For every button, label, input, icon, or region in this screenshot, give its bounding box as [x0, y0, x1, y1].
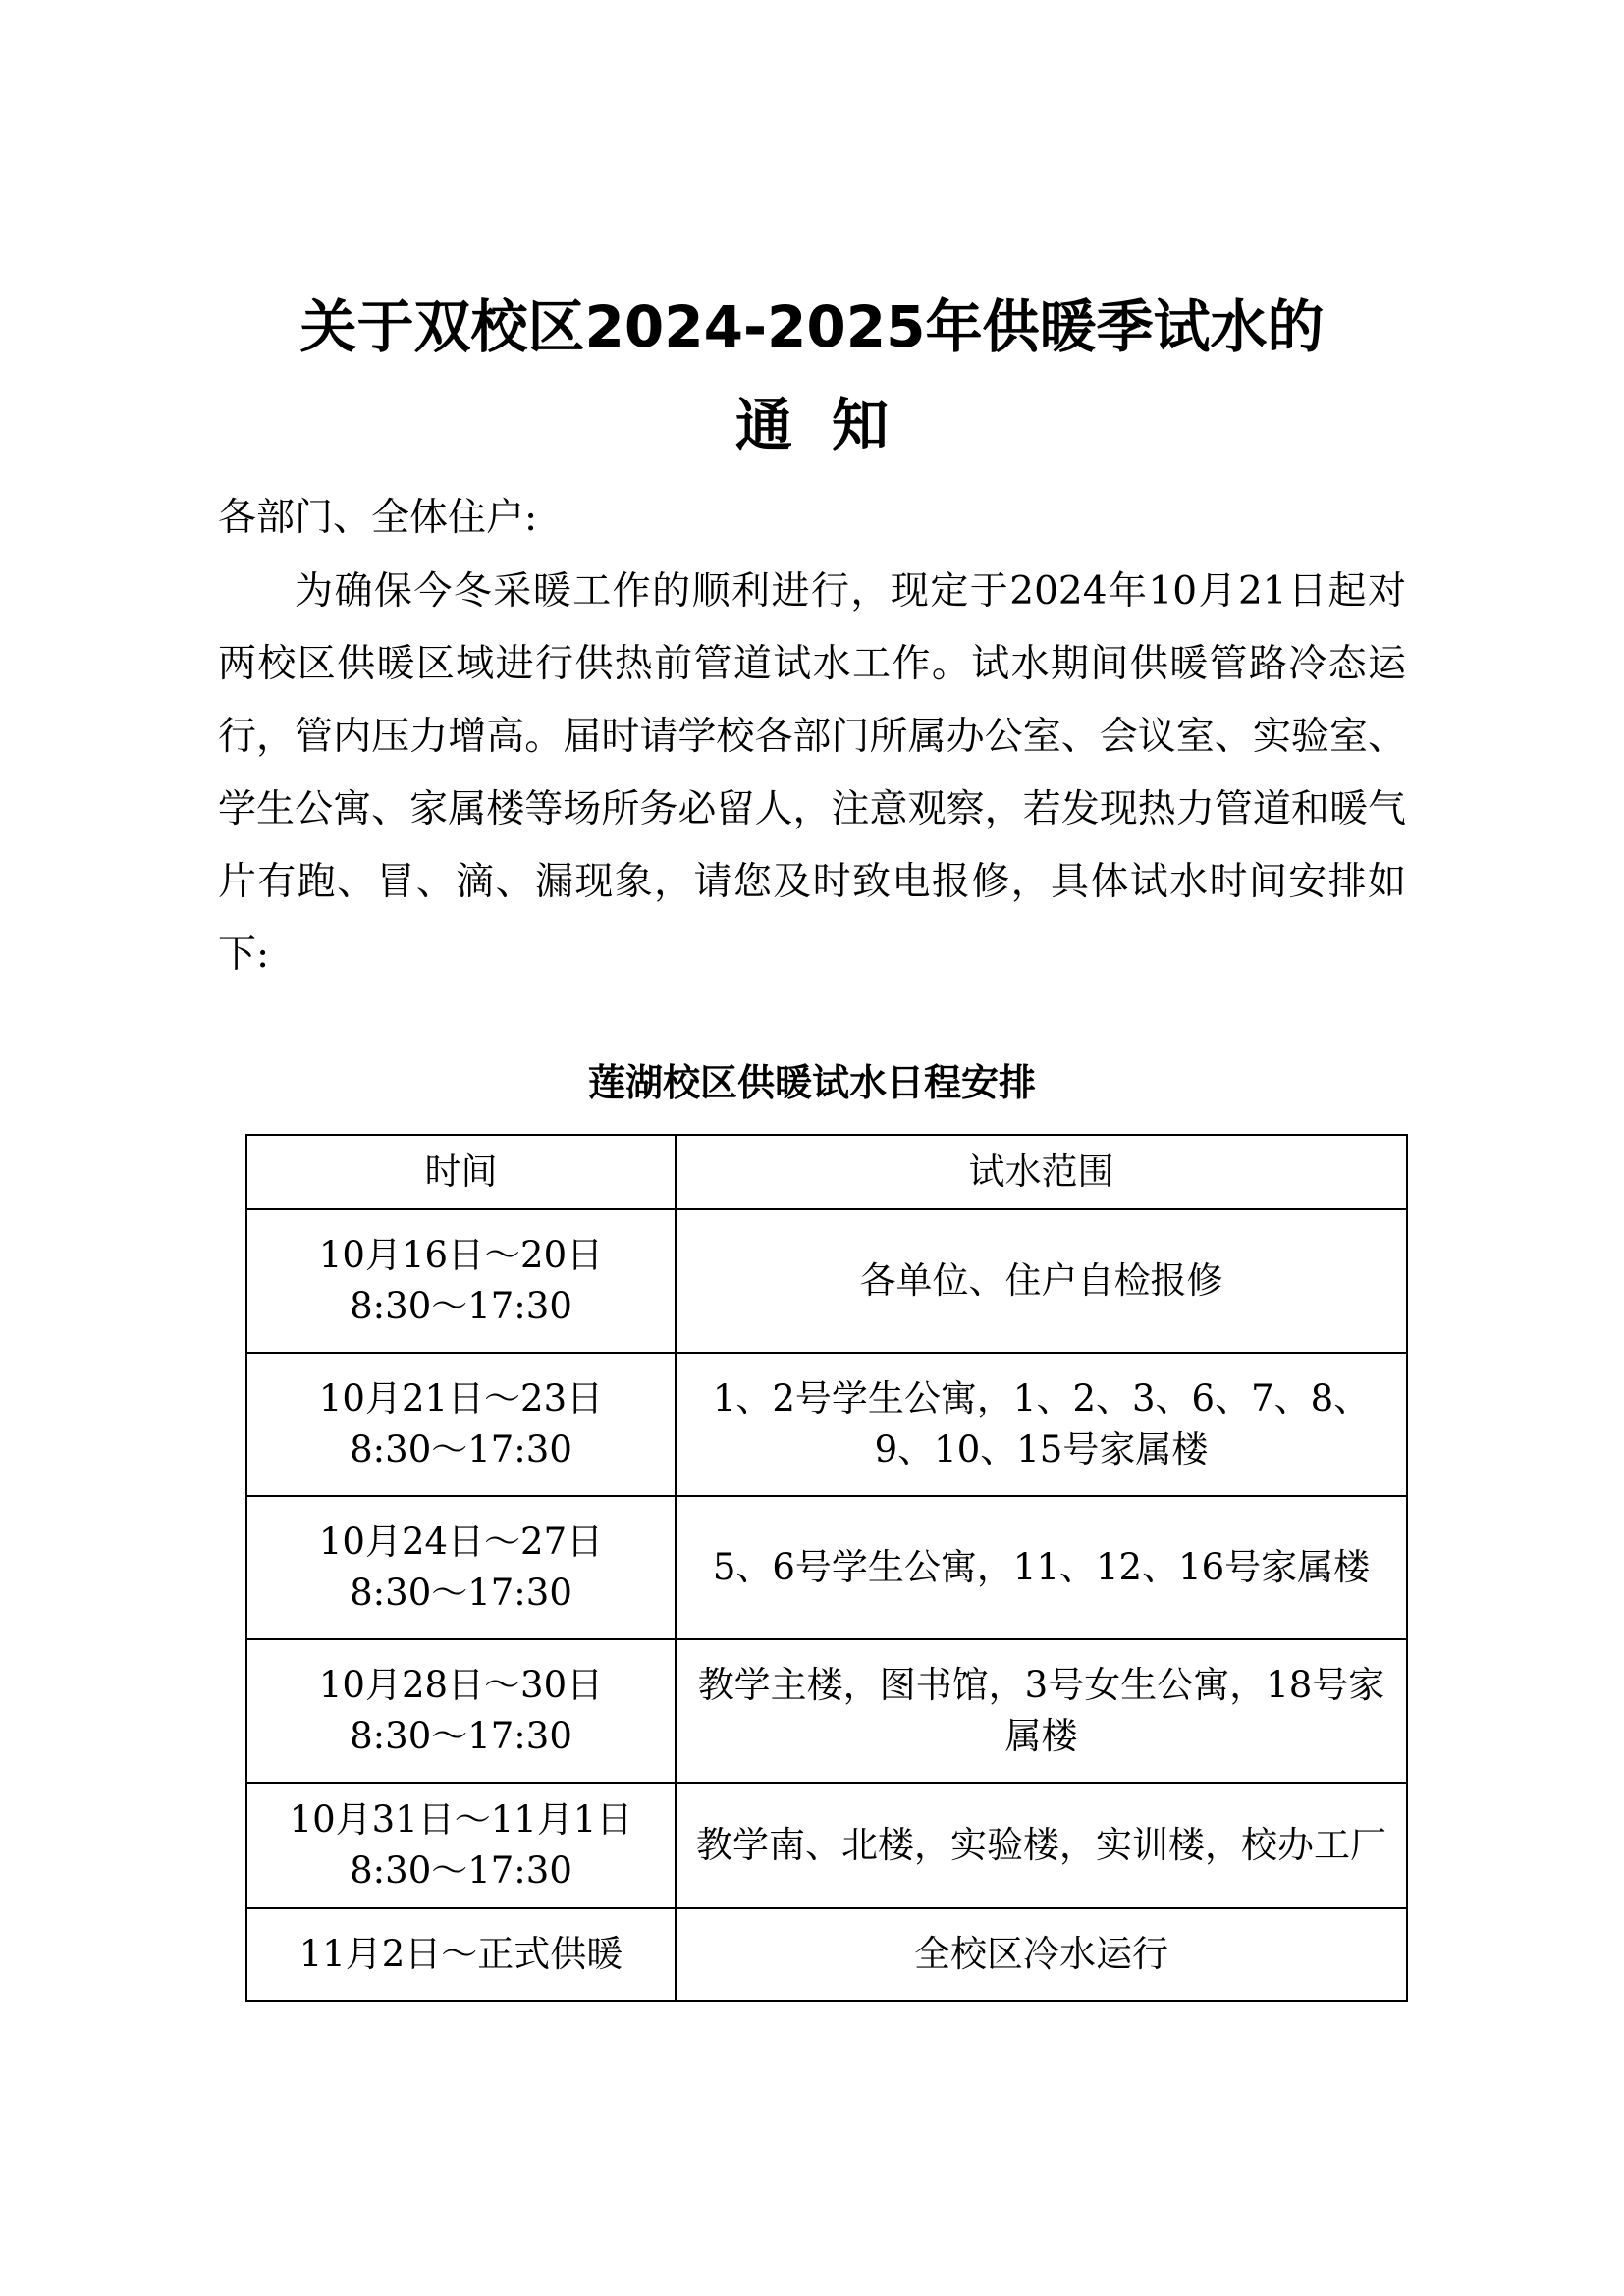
table-header-row — [246, 1135, 1407, 1209]
time-cell — [246, 1209, 676, 1353]
header-scope: 试水范围 — [676, 1135, 1407, 1209]
date-range: 10月31日～11月1日 — [289, 1798, 633, 1841]
date-range: 10月24日～27日 — [318, 1521, 604, 1563]
time-range: 8:30～17:30 — [350, 1285, 572, 1327]
time-cell — [246, 1908, 676, 2001]
scope-cell: 5、6号学生公寓，11、12、16号家属楼 — [676, 1496, 1407, 1639]
time-range: 8:30～17:30 — [350, 1849, 572, 1892]
table-row — [246, 1783, 1407, 1908]
table-row — [246, 1353, 1407, 1496]
date-range: 10月16日～20日 — [318, 1234, 604, 1276]
table-row — [246, 1639, 1407, 1783]
date-range: 10月28日～30日 — [318, 1664, 604, 1706]
notice-title: 关于双校区2024-2025年供暖季试水的 — [299, 294, 1325, 360]
scope-cell: 教学南、北楼，实验楼，实训楼，校办工厂 — [676, 1783, 1407, 1908]
time-range: 8:30～17:30 — [350, 1572, 572, 1614]
time-cell — [246, 1496, 676, 1639]
notice-body: 为确保今冬采暖工作的顺利进行，现定于2024年10月21日起对两校区供暖区域进行供热前管道试水工作。试水期间供暖管路冷态运行，管内压力增高。届时请学校各部门所属办公室、会议室、实验室、学生公寓、家属楼等场所务必留人，注意观察，若发现热力管道和暖气片有跑、冒、滴、漏现象，请您及时致电报修，具体试水时间安排如下: — [218, 569, 1406, 977]
scope-cell: 教学主楼，图书馆，3号女生公寓，18号家属楼 — [676, 1639, 1407, 1783]
date-range: 10月21日～23日 — [318, 1377, 604, 1419]
time-cell — [246, 1639, 676, 1783]
time-cell — [246, 1783, 676, 1908]
salutation: 各部门、全体住户: — [218, 496, 538, 540]
scope-cell: 各单位、住户自检报修 — [676, 1209, 1407, 1353]
table-row — [246, 1496, 1407, 1639]
time-cell — [246, 1353, 676, 1496]
table-row — [246, 1209, 1407, 1353]
time-range: 8:30～17:30 — [350, 1715, 572, 1757]
date-range: 11月2日～正式供暖 — [298, 1933, 623, 1975]
header-time: 时间 — [246, 1135, 676, 1209]
time-range: 8:30～17:30 — [350, 1428, 572, 1470]
notice-title-suffix: 通知 — [734, 392, 928, 458]
table-row — [246, 1908, 1407, 2001]
schedule-table — [245, 1134, 1408, 2002]
scope-cell: 1、2号学生公寓，1、2、3、6、7、8、9、10、15号家属楼 — [676, 1353, 1407, 1496]
table-caption: 莲湖校区供暖试水日程安排 — [587, 1061, 1036, 1104]
scope-cell: 全校区冷水运行 — [676, 1908, 1407, 2001]
